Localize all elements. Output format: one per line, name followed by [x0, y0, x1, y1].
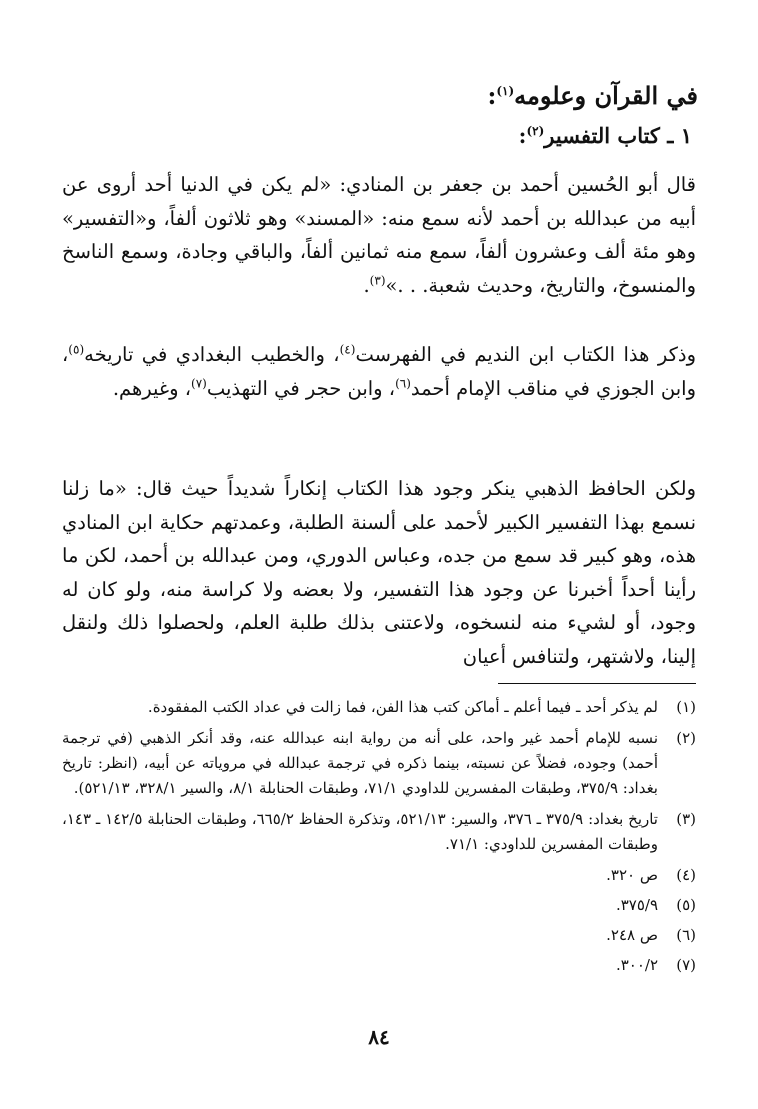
footnote-ref-2[interactable]: (٢) [526, 124, 545, 138]
footnote-number: (١) [676, 698, 696, 716]
body-paragraph-2 [62, 338, 696, 405]
footnote-5 [62, 893, 696, 918]
page-number: ٨٤ [368, 1025, 390, 1049]
footnote-number: (٢) [676, 729, 696, 747]
footnote-text: تاريخ بغداد: ٣٧٥/٩ ـ ٣٧٦، والسير: ٥٢١/١٣، وتذكرة الحفاظ ٦٦٥/٢، وطبقات الحنابلة ١٤٢/٥ ـ ١٤٣، وطبقات المفسرين للداودي: ٧١/١. [62, 810, 658, 853]
footnote-ref-7[interactable]: (٧) [191, 376, 207, 390]
footnote-text: لم يذكر أحد ـ فيما أعلم ـ أماكن كتب هذا الفن، فما زالت في عداد الكتب المفقودة. [147, 698, 658, 716]
footnote-ref-5[interactable]: (٥) [68, 342, 85, 357]
paragraph-text: قال أبو الحُسين أحمد بن جعفر بن المنادي: «لم يكن في الدنيا أحد أروى عن أبيه من عبدالله بن أحمد لأنه سمع منه: «المسند» وهو ثلاثون ألفاً، و«التفسير» وهو مئة ألف وعشرون ألفاً، سمع منه ثمانين ألفاً، والباقي وجادة، وسمع الناسخ والمنسوخ، والتاريخ، وحديث شعبة. . .» [62, 173, 696, 297]
footnote-6 [62, 923, 696, 948]
footnote-ref-1[interactable]: (١) [496, 84, 515, 98]
paragraph-segment: وذكر هذا الكتاب ابن النديم في الفهرست [355, 343, 697, 366]
footnote-number: (٧) [676, 956, 696, 974]
footnote-text: ص ٢٤٨. [606, 926, 658, 944]
footnote-ref-6[interactable]: (٦) [395, 376, 411, 390]
section-heading-text: في القرآن وعلومه [514, 81, 698, 110]
footnote-text: ص ٣٢٠. [606, 866, 658, 884]
footnote-divider [498, 683, 696, 684]
subsection-heading-text: ١ ـ كتاب التفسير [544, 123, 692, 148]
body-paragraph-3 [62, 472, 696, 673]
section-heading-colon: : [487, 81, 497, 110]
subsection-heading-colon: : [518, 123, 527, 148]
paragraph-segment: ، والخطيب البغدادي في تاريخه [84, 343, 340, 366]
paragraph-ending: ، وغيرهم. [112, 376, 192, 400]
footnote-3 [62, 807, 696, 857]
footnote-number: (٥) [676, 896, 696, 914]
footnotes-list [62, 695, 696, 983]
subsection-heading [519, 120, 692, 152]
footnote-1 [62, 695, 696, 720]
body-paragraph-1 [62, 168, 696, 302]
footnote-ref-4[interactable]: (٤) [339, 342, 356, 357]
footnote-4 [62, 863, 696, 888]
footnote-ref-3[interactable]: (٣) [369, 273, 386, 287]
footnote-number: (٣) [676, 810, 696, 828]
footnote-7 [62, 953, 696, 978]
footnote-text: ٣٧٥/٩. [615, 896, 658, 914]
footnote-number: (٤) [676, 866, 696, 884]
paragraph-period: . [363, 273, 370, 297]
paragraph-text: ولكن الحافظ الذهبي ينكر وجود هذا الكتاب إنكاراً شديداً حيث قال: «ما زلنا نسمع بهذا التفسير الكبير لأحمد على ألسنة الطلبة، وعمدتهم حكاية ابن المنادي هذه، وهو كبير قد سمع من جده، وعباس الدوري، ومن عبدالله بن أحمد، لكن ما رأينا أحداً أخبرنا عن وجود هذا التفسير، ولا بعضه ولا كراسة منه، ولو كان له وجود، أو لشيء منه لنسخوه، ولاعتنى بذلك طلبة العلم، ولحصلوا ذلك ولنقل إلينا، ولاشتهر، ولتنافس أعيان [62, 477, 696, 668]
paragraph-segment: ، وابن حجر في التهذيب [206, 376, 396, 400]
footnote-number: (٦) [676, 926, 696, 944]
footnote-text: ٣٠٠/٢. [615, 956, 658, 974]
footnote-text: نسبه للإمام أحمد غير واحد، على أنه من رواية ابنه عبدالله عنه، وقد أنكر الذهبي (في ترجمة أحمد) وجوده، فضلاً عن نسبته، بينما ذكره في ترجمة عبدالله في مروياته عن أبيه، (انظر: تاريخ بغداد: ٣٧٥/٩، وطبقات المفسرين للداودي ٧١/١، وطبقات الحنابلة ٨/١، والسير ٣٢٨/١، ٥٢١/١٣). [62, 729, 658, 797]
footnote-2 [62, 726, 696, 801]
section-heading [487, 78, 698, 114]
paragraph-segment: ، وابن الجوزي في مناقب الإمام أحمد [62, 343, 696, 400]
